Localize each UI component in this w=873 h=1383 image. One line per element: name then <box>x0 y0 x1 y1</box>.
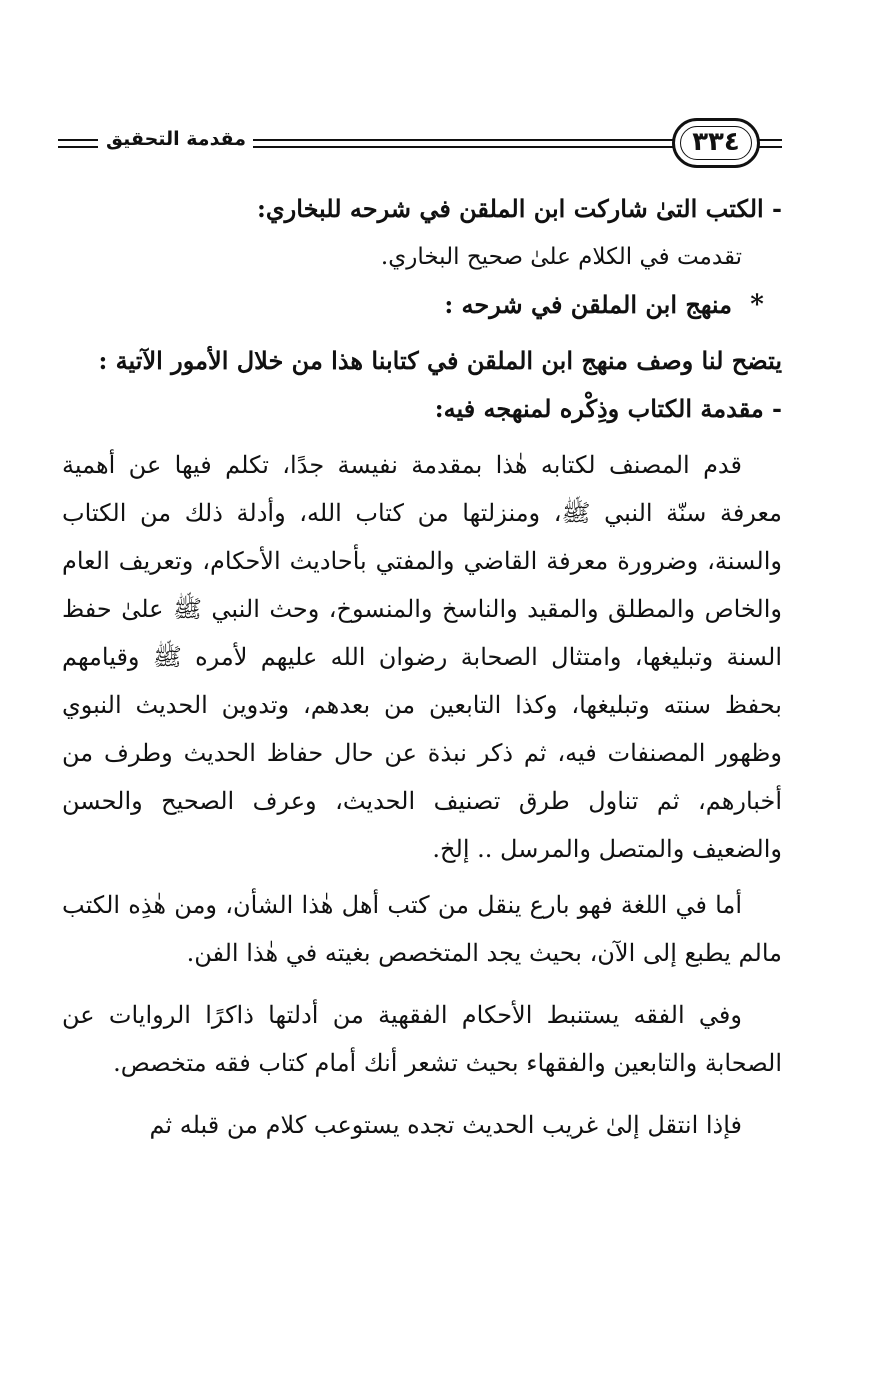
heading-related-books: - الكتب التىٰ شاركت ابن الملقن في شرحه للبخاري: <box>257 194 782 223</box>
page-body <box>62 185 782 1149</box>
paragraph-language: أما في اللغة فهو بارع ينقل من كتب أهل هٰذا الشأن، ومن هٰذِه الكتب مالم يطبع إلى الآن، بحيث يجد المتخصص بغيته في هٰذا الفن. <box>62 891 782 967</box>
heading-method-text: منهج ابن الملقن في شرحه : <box>444 290 732 319</box>
header-rule-right <box>758 139 782 148</box>
related-books-note: تقدمت في الكلام علىٰ صحيح البخاري. <box>380 244 742 270</box>
paragraph-fiqh: وفي الفقه يستنبط الأحكام الفقهية من أدلتها ذاكرًا الروايات عن الصحابة والتابعين والفقهاء بحيث تشعر أنك أمام كتاب فقه متخصص. <box>62 1001 782 1077</box>
method-intro: يتضح لنا وصف منهج ابن الملقن في كتابنا هذا من خلال الأمور الآتية : <box>98 346 782 375</box>
header-rule-left <box>58 139 98 148</box>
star-ornament: * <box>750 290 764 320</box>
heading-book-intro: - مقدمة الكتاب وذِكْره لمنهجه فيه: <box>434 394 782 423</box>
running-title: مقدمة التحقيق <box>106 128 246 150</box>
header-rule-middle <box>253 139 673 148</box>
section-heading-method <box>62 281 782 329</box>
paragraph-gharib: فإذا انتقل إلىٰ غريب الحديث تجده يستوعب كلام من قبله ثم <box>149 1111 742 1139</box>
running-header <box>58 118 782 168</box>
page-number-frame <box>672 118 760 168</box>
page-number: ٣٣٤ <box>692 127 740 157</box>
paragraph-intro: قدم المصنف لكتابه هٰذا بمقدمة نفيسة جدًا، تكلم فيها عن أهمية معرفة سنّة النبي ﷺ، ومنزلتها من كتاب الله، وأدلة ذلك من الكتاب والسنة، وضرورة معرفة القاضي والمفتي بأحاديث الأحكام، وتعريف العام والخاص والمطلق والمقيد والناسخ والمنسوخ، وحث النبي ﷺ علىٰ حفظ السنة وتبليغها، وامتثال الصحابة رضوان الله عليهم لأمره ﷺ وقيامهم بحفظ سنته وتبليغها، وكذا التابعين من بعدهم، وتدوين الحديث النبوي وظهور المصنفات فيه، ثم ذكر نبذة عن حال حفاظ الحديث وطرف من أخبارهم، ثم تناول طرق تصنيف الحديث، وعرف الصحيح والحسن والضعيف والمتصل والمرسل .. إلخ. <box>62 451 782 863</box>
